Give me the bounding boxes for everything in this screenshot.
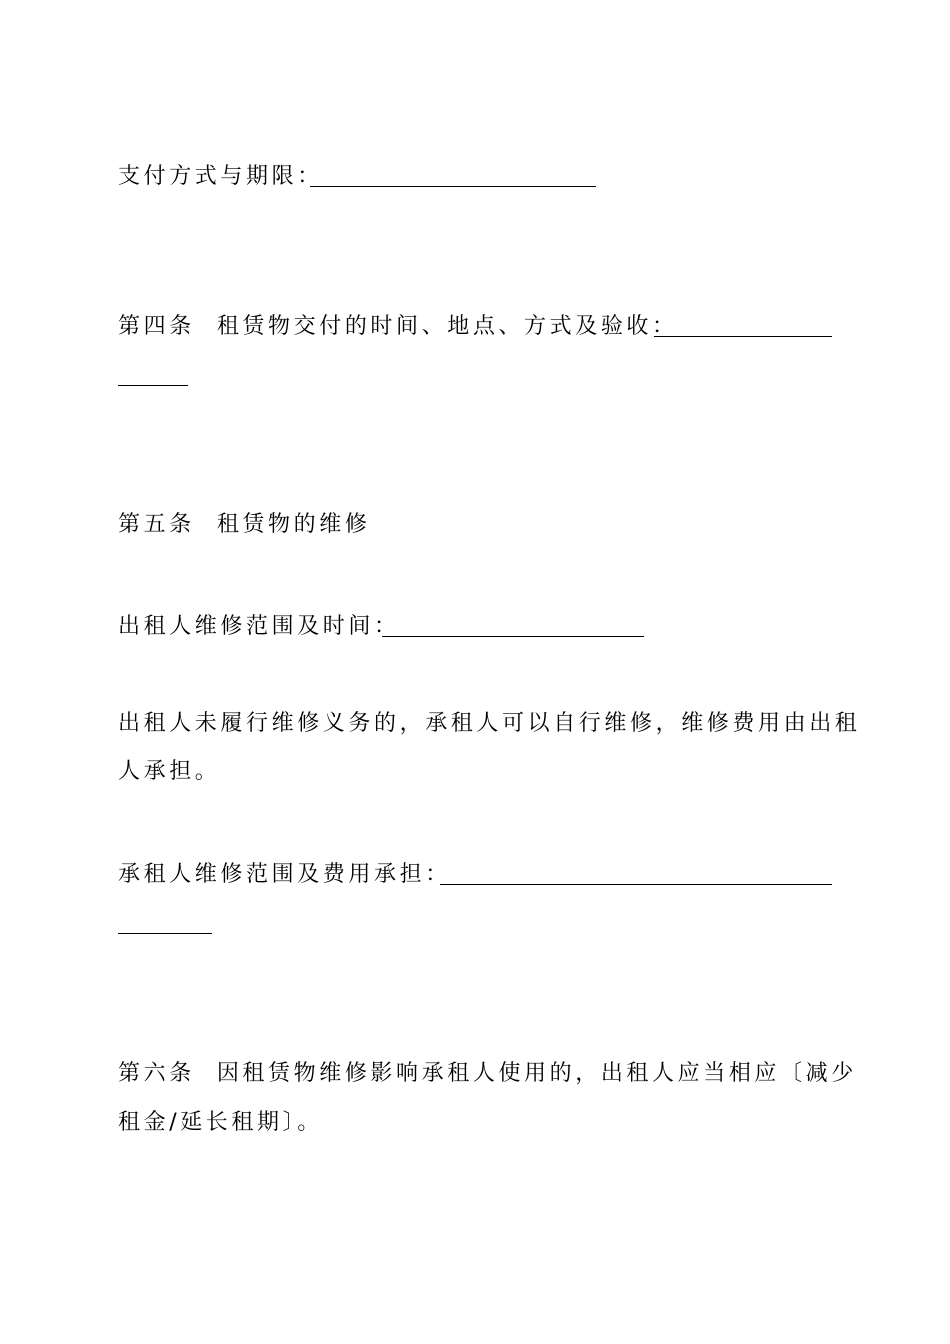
article-4-heading: 第四条 — [118, 314, 195, 339]
lessee-scope-line — [118, 860, 451, 890]
lessee-scope-blank-2 — [118, 933, 212, 934]
lessor-default-line-1 — [118, 709, 860, 739]
article-6-heading: 第六条 — [118, 1061, 195, 1086]
lessee-scope-label: 承租人维修范围及费用承担： — [118, 862, 451, 887]
payment-terms-label: 支付方式与期限： — [118, 164, 323, 189]
article-5-heading: 第五条 — [118, 512, 195, 537]
lessor-scope-blank — [382, 636, 644, 637]
article-6-text-1: 因租赁物维修影响承租人使用的，出租人应当相应〔减少 — [216, 1061, 857, 1086]
article-6-text-2: 租金/延长租期〕。 — [118, 1110, 323, 1135]
article-4-line — [118, 312, 678, 342]
payment-terms-line — [118, 162, 323, 192]
article-4-text: 租赁物交付的时间、地点、方式及验收： — [216, 314, 678, 339]
article-4-blank-2 — [118, 385, 188, 386]
lessor-scope-label: 出租人维修范围及时间： — [118, 614, 400, 639]
article-5-title: 租赁物的维修 — [216, 512, 371, 537]
lessor-default-text-1: 出租人未履行维修义务的，承租人可以自行维修，维修费用由出租 — [118, 711, 861, 736]
lessor-scope-line — [118, 612, 400, 642]
article-6-line-2 — [118, 1108, 323, 1138]
lessor-default-line-2 — [118, 757, 220, 787]
lessor-default-text-2: 人承担。 — [118, 759, 221, 784]
article-6-line-1 — [118, 1059, 857, 1089]
article-4-blank-1 — [654, 336, 832, 337]
article-5-line — [118, 510, 370, 540]
payment-terms-blank — [310, 186, 596, 187]
lessee-scope-blank-1 — [440, 884, 832, 885]
